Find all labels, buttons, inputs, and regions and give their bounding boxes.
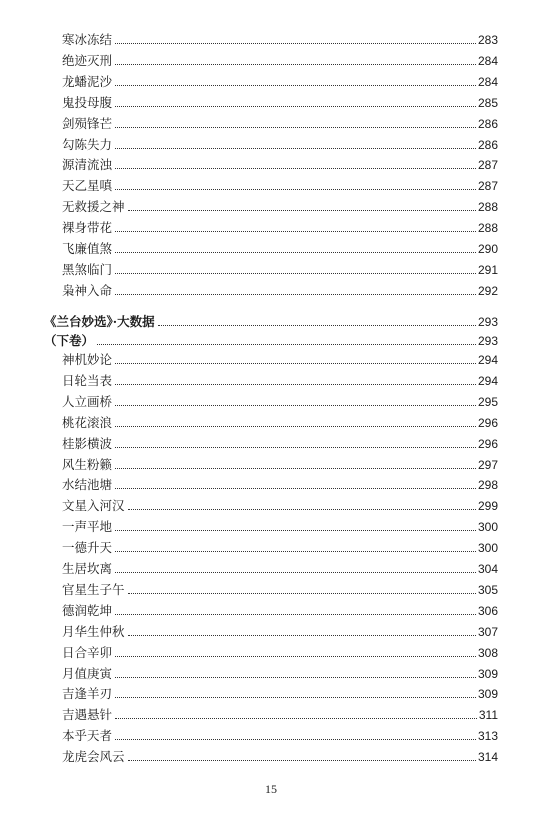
dot-leader xyxy=(115,488,476,489)
toc-entry xyxy=(62,28,498,48)
toc-entry-title: 龙蟠泥沙 xyxy=(62,73,113,89)
toc-entry xyxy=(62,515,498,535)
dot-leader xyxy=(115,127,476,128)
dot-leader xyxy=(115,294,476,295)
toc-entry-title: 鬼投母腹 xyxy=(62,94,113,110)
toc-entry-page: 304 xyxy=(477,562,498,576)
toc-entry xyxy=(62,237,498,257)
toc-entry-title: 飞廉值煞 xyxy=(62,241,113,256)
toc-entry-title: 本乎天者 xyxy=(62,728,113,744)
dot-leader xyxy=(115,273,476,274)
toc-entry-page: 284 xyxy=(477,53,498,68)
toc-entry xyxy=(62,682,498,702)
dot-leader xyxy=(115,677,476,678)
dot-leader xyxy=(115,106,476,107)
dot-leader xyxy=(128,210,476,211)
toc-entry-page: 285 xyxy=(477,95,498,110)
dot-leader xyxy=(115,447,476,448)
toc-entry-page: 311 xyxy=(478,708,498,723)
toc-entry xyxy=(62,557,498,577)
dot-leader xyxy=(115,231,476,232)
toc-entry-page: 306 xyxy=(477,603,498,618)
toc-entry xyxy=(62,536,498,556)
toc-entry xyxy=(62,662,498,682)
toc-entry-title: 黑煞临门 xyxy=(62,261,113,277)
toc-entry-title: 官星生子午 xyxy=(62,581,125,597)
toc-entry xyxy=(62,174,498,194)
toc-entry-page: 287 xyxy=(477,158,498,173)
dot-leader xyxy=(115,405,476,406)
dot-leader xyxy=(115,85,476,86)
toc-entry xyxy=(62,620,498,640)
dot-leader xyxy=(115,168,476,169)
toc-entry xyxy=(62,745,498,765)
dot-leader xyxy=(115,697,476,698)
toc-entry-title: 日轮当表 xyxy=(62,372,113,388)
toc-entry-title: 桂影横波 xyxy=(62,435,113,451)
toc-entry-page: 305 xyxy=(477,582,498,597)
toc-entry-title: （下卷） xyxy=(44,333,95,348)
toc-entry-title: 裸身带花 xyxy=(62,220,113,236)
toc-entry xyxy=(62,599,498,619)
toc-entry-title: 文星入河汉 xyxy=(62,498,125,514)
toc-entry xyxy=(62,49,498,69)
toc-entry-page: 288 xyxy=(477,221,498,236)
toc-entry-title: 枭神入命 xyxy=(62,282,113,298)
toc-entry xyxy=(62,348,498,368)
dot-leader xyxy=(115,739,476,740)
toc-entry-title: 月值庚寅 xyxy=(62,665,113,681)
dot-leader xyxy=(115,189,476,190)
toc-entry xyxy=(62,133,498,153)
dot-leader xyxy=(115,426,476,427)
toc-entry-title: 龙虎会风云 xyxy=(62,749,125,765)
toc-entry-page: 286 xyxy=(477,116,498,131)
toc-entry xyxy=(62,258,498,278)
toc-entry xyxy=(62,703,498,723)
toc-entry xyxy=(62,724,498,744)
toc-heading xyxy=(44,310,498,330)
toc-entry-page: 291 xyxy=(477,262,498,277)
toc-entry xyxy=(62,578,498,598)
toc-entry-title: 绝迹灭刑 xyxy=(62,52,113,68)
toc-entry-page: 296 xyxy=(477,436,498,451)
toc-entry-page: 300 xyxy=(477,520,498,535)
dot-leader xyxy=(115,43,476,44)
toc-entry-page: 309 xyxy=(477,666,498,681)
toc-entry-page: 299 xyxy=(477,499,498,514)
toc-entry-title: 德润乾坤 xyxy=(62,602,113,618)
dot-leader xyxy=(128,635,476,636)
toc-entry-page: 294 xyxy=(477,353,498,367)
dot-leader xyxy=(115,384,476,385)
toc-entry-title: 寒冰冻结 xyxy=(62,32,113,47)
toc-entry-page: 297 xyxy=(477,457,498,472)
toc-entry-title: 吉遇悬针 xyxy=(62,707,113,723)
dot-leader xyxy=(115,363,476,364)
toc-entry-title: 生居坎离 xyxy=(62,561,113,576)
toc-entry-title: 勾陈失力 xyxy=(62,136,113,152)
toc-entry-title: 水结池塘 xyxy=(62,477,113,493)
toc-entry xyxy=(62,369,498,389)
dot-leader xyxy=(115,656,476,657)
dot-leader xyxy=(97,344,476,345)
toc-entry xyxy=(62,453,498,473)
toc-entry-title: 吉逢羊刃 xyxy=(62,686,113,702)
dot-leader xyxy=(115,551,476,552)
toc-entry-title: 源清流浊 xyxy=(62,157,113,173)
dot-leader xyxy=(115,148,476,149)
toc-entry-page: 286 xyxy=(477,137,498,152)
toc-entry-title: 日合辛卯 xyxy=(62,644,113,660)
toc-entry xyxy=(62,390,498,410)
toc-entry xyxy=(62,494,498,514)
dot-leader xyxy=(115,530,476,531)
toc-entry-title: 一声平地 xyxy=(62,519,113,535)
dot-leader xyxy=(115,468,476,469)
toc-entry-title: 《兰台妙选》·大数据 xyxy=(44,314,155,329)
toc-entry-page: 296 xyxy=(477,415,498,430)
toc-entry-page: 293 xyxy=(477,334,498,348)
toc-entry-page: 300 xyxy=(477,541,498,556)
toc-entry-page: 295 xyxy=(477,394,498,409)
toc-entry-page: 307 xyxy=(477,624,498,639)
toc-entry-page: 294 xyxy=(477,373,498,388)
toc-entry xyxy=(62,70,498,90)
toc-entry-page: 284 xyxy=(477,74,498,89)
toc-entry-page: 313 xyxy=(477,729,498,744)
toc-entry-title: 月华生仲秋 xyxy=(62,623,125,639)
dot-leader xyxy=(115,252,476,253)
toc-entry-page: 292 xyxy=(477,283,498,298)
toc-entry-page: 314 xyxy=(477,750,498,765)
dot-leader xyxy=(128,760,476,761)
toc-entry-title: 风生粉籁 xyxy=(62,456,113,472)
dot-leader xyxy=(128,509,476,510)
toc-entry-title: 一德升天 xyxy=(62,540,113,556)
toc-entry-title: 无救援之神 xyxy=(62,199,125,215)
toc-entry xyxy=(62,91,498,111)
toc-entry xyxy=(62,112,498,132)
toc-entry-page: 290 xyxy=(477,242,498,256)
toc-entry-title: 神机妙论 xyxy=(62,352,113,367)
toc-heading xyxy=(44,329,498,349)
toc-entry xyxy=(62,195,498,215)
toc-entry-title: 剑殒锋芒 xyxy=(62,115,113,131)
toc-entry xyxy=(62,279,498,299)
toc-entry-title: 人立画桥 xyxy=(62,393,113,409)
dot-leader xyxy=(115,572,476,573)
toc-entry xyxy=(62,641,498,661)
toc-entry-page: 288 xyxy=(477,200,498,215)
toc-entry-title: 桃花滚浪 xyxy=(62,414,113,430)
toc-entry-page: 309 xyxy=(477,687,498,702)
toc-entry xyxy=(62,216,498,236)
dot-leader xyxy=(115,718,477,719)
page-number: 15 xyxy=(265,782,277,796)
toc-entry-title: 天乙星嗔 xyxy=(62,178,113,194)
dot-leader xyxy=(115,64,476,65)
toc-entry xyxy=(62,473,498,493)
dot-leader xyxy=(128,593,476,594)
toc-entry xyxy=(62,411,498,431)
toc-entry-page: 308 xyxy=(477,645,498,660)
toc-entry xyxy=(62,432,498,452)
dot-leader xyxy=(115,614,476,615)
toc-entry-page: 298 xyxy=(477,478,498,493)
toc-entry-page: 293 xyxy=(477,315,498,329)
toc-entry-page: 283 xyxy=(477,33,498,47)
toc-entry-page: 287 xyxy=(477,179,498,194)
dot-leader xyxy=(158,325,476,326)
toc-entry xyxy=(62,153,498,173)
